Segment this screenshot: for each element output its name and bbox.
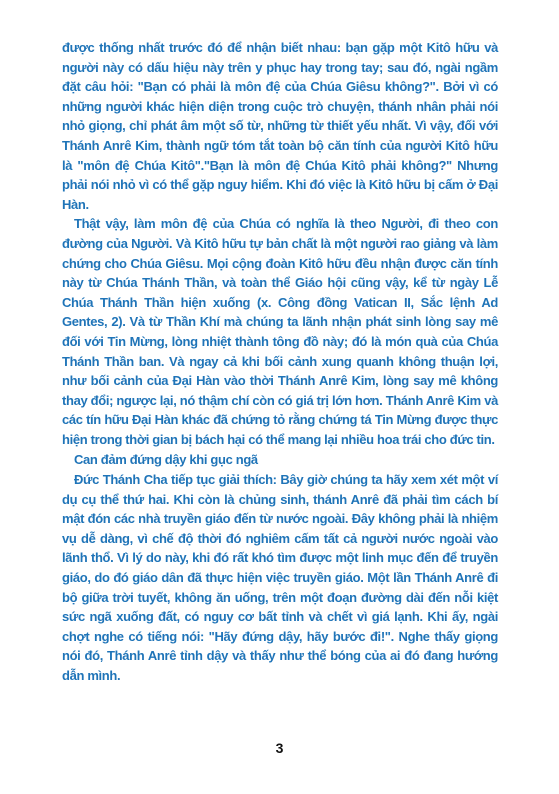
page-body [62,38,498,686]
paragraph-2: Thật vậy, làm môn đệ của Chúa có nghĩa là theo Người, đi theo con đường của Người. Và Kitô hữu tự bản chất là một người rao giảng và làm chứng cho Chúa Giêsu. Mọi cộng đoàn Kitô hữu đều nhận được căn tính này từ Chúa Thánh Thần, và toàn thể Giáo hội cũng vậy, kể từ ngày Lễ Chúa Thánh Thần hiện xuống (x. Công đồng Vatican II, Sắc lệnh Ad Gentes, 2). Và từ Thần Khí mà chúng ta lãnh nhận phát sinh lòng say mê đối với Tin Mừng, lòng nhiệt thành tông đồ này; đó là món quà của Chúa Thánh Thần ban. Và ngay cả khi bối cảnh xung quanh không thuận lợi, như bối cảnh của Đại Hàn vào thời Thánh Anrê Kim, lòng say mê không thay đổi; ngược lại, nó thậm chí còn có giá trị lớn hơn. Thánh Anrê Kim và các tín hữu Đại Hàn khác đã chứng tỏ rằng chứng tá Tin Mừng được thực hiện trong thời gian bị bách hại có thể mang lại nhiều hoa trái cho đức tin. [62,216,498,447]
section-heading: Can đảm đứng dậy khi gục ngã [74,452,258,468]
paragraph-3: Đức Thánh Cha tiếp tục giải thích: Bây giờ chúng ta hãy xem xét một ví dụ cụ thể thứ hai. Khi còn là chủng sinh, thánh Anrê đã phải tìm cách bí mật đón các nhà truyền giáo đến từ nước ngoài. Đây không phải là nhiệm vụ dễ dàng, vì chế độ thời đó nghiêm cấm tất cả người nước ngoài vào lãnh thổ. Vì lý do này, khi đó rất khó tìm được một linh mục đến để truyền giáo, do đó giáo dân đã thực hiện việc truyền giáo. Một lần Thánh Anrê đi bộ giữa trời tuyết, không ăn uống, trên một đoạn đường dài đến nỗi kiệt sức ngã xuống đất, có nguy cơ bất tỉnh và chết vì giá lạnh. Khi ấy, ngài chợt nghe có tiếng nói: "Hãy đứng dậy, hãy bước đi!". Nghe thấy giọng nói đó, Thánh Anrê tỉnh dậy và thấy như thể bóng của ai đó đang hướng dẫn mình. [62,472,498,683]
page-number: 3 [275,740,284,756]
paragraph-1: được thống nhất trước đó để nhận biết nhau: bạn gặp một Kitô hữu và người này có dấu hiệu này trên y phục hay trong tay; sau đó, ngài ngầm đặt câu hỏi: "Bạn có phải là môn đệ của Chúa Giêsu không?". Bởi vì có những người khác hiện diện trong cuộc trò chuyện, thánh nhân phải nói nhỏ giọng, chỉ phát âm một số từ, những từ thiết yếu nhất. Vì vậy, đối với Thánh Anrê Kim, thành ngữ tóm tắt toàn bộ căn tính của người Kitô hữu là "môn đệ Chúa Kitô"."Bạn là môn đệ Chúa Kitô phải không?" Nhưng phải nói nhỏ vì có thể gặp nguy hiểm. Khi đó việc là Kitô hữu bị cấm ở Đại Hàn. [62,40,498,212]
